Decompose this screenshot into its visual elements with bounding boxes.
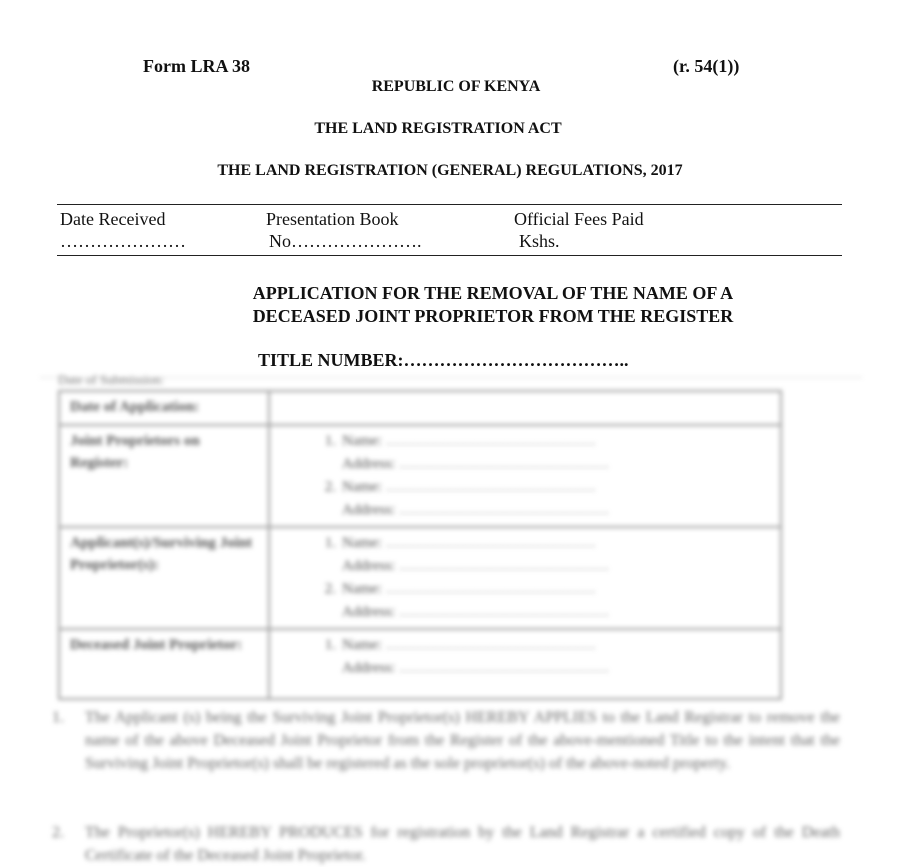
paragraph-number: 2. (52, 824, 64, 841)
title-number: TITLE NUMBER:……………………………….. (258, 350, 629, 370)
entry-name: 2. Name: …………………………………… (324, 581, 596, 597)
paragraph-2 (52, 821, 840, 867)
joint-proprietors-cell (269, 425, 781, 527)
date-received-label: Date Received (60, 209, 166, 229)
presentation-book-field: No…………………. (269, 231, 422, 251)
paragraph-text: The Proprietor(s) HEREBY PRODUCES for registration by the Land Registrar a certified copy of the Death Certificate of the Deceased Joint Proprietor. (85, 824, 840, 864)
heading-line-2: DECEASED JOINT PROPRIETOR FROM THE REGISTER (252, 306, 734, 326)
entry-name: 1. Name: …………………………………… (324, 433, 596, 449)
entry-address: Address: …………………………………… (342, 456, 610, 472)
date-of-application-label: Date of Application: (59, 391, 269, 425)
applicants-cell (269, 527, 781, 629)
heading-line-1: APPLICATION FOR THE REMOVAL OF THE NAME OF A (252, 283, 734, 303)
paragraph-number: 1. (52, 709, 64, 726)
deceased-label: Deceased Joint Proprietor: (59, 629, 269, 699)
table-row (59, 391, 781, 425)
entry-address: Address: …………………………………… (342, 660, 610, 676)
fees-field: Kshs. (519, 231, 560, 251)
blurred-content (0, 372, 900, 864)
top-rule (57, 204, 842, 205)
paragraph-text: The Applicant (s) being the Surviving Joint Proprietor(s) HEREBY APPLIES to the Land Registrar to remove the name of the above Deceased Joint Proprietor from the Register of the above-mentioned Title to the intent that the Surviving Joint Proprietor(s) shall be registered as the sole proprietor(s) of the above-noted property. (85, 709, 840, 772)
regulations-heading: THE LAND REGISTRATION (GENERAL) REGULATIONS, 2017 (217, 162, 683, 179)
applicants-label: Applicant(s)/Surviving Joint Proprietor(s): (59, 527, 269, 629)
entry-name: 2. Name: …………………………………… (324, 479, 596, 495)
presentation-book-block (266, 208, 422, 252)
deceased-cell (269, 629, 781, 699)
fees-block (514, 208, 644, 252)
entry-address: Address: …………………………………… (342, 604, 610, 620)
form-id: Form LRA 38 (143, 56, 250, 76)
date-of-application-cell (269, 391, 781, 425)
date-received-field: ………………… (60, 231, 186, 251)
act-heading: THE LAND REGISTRATION ACT (314, 120, 562, 137)
date-received-block (60, 208, 186, 252)
table-row (59, 527, 781, 629)
paragraph-1 (52, 706, 840, 775)
submission-fragment: Date of Submission: (58, 372, 165, 387)
application-heading (0, 282, 900, 328)
entry-name: 1. Name: …………………………………… (324, 535, 596, 551)
entry-name: 1. Name: …………………………………… (324, 637, 596, 653)
republic-heading: REPUBLIC OF KENYA (371, 78, 541, 95)
table-row (59, 629, 781, 699)
fees-label: Official Fees Paid (514, 209, 644, 229)
entry-address: Address: …………………………………… (342, 558, 610, 574)
bottom-rule (57, 255, 842, 256)
presentation-book-label: Presentation Book (266, 209, 399, 229)
table-row (59, 425, 781, 527)
joint-proprietors-label: Joint Proprietors on Register: (59, 425, 269, 527)
entry-address: Address: …………………………………… (342, 502, 610, 518)
rule-reference: (r. 54(1)) (673, 56, 740, 76)
proprietor-table (58, 390, 782, 700)
